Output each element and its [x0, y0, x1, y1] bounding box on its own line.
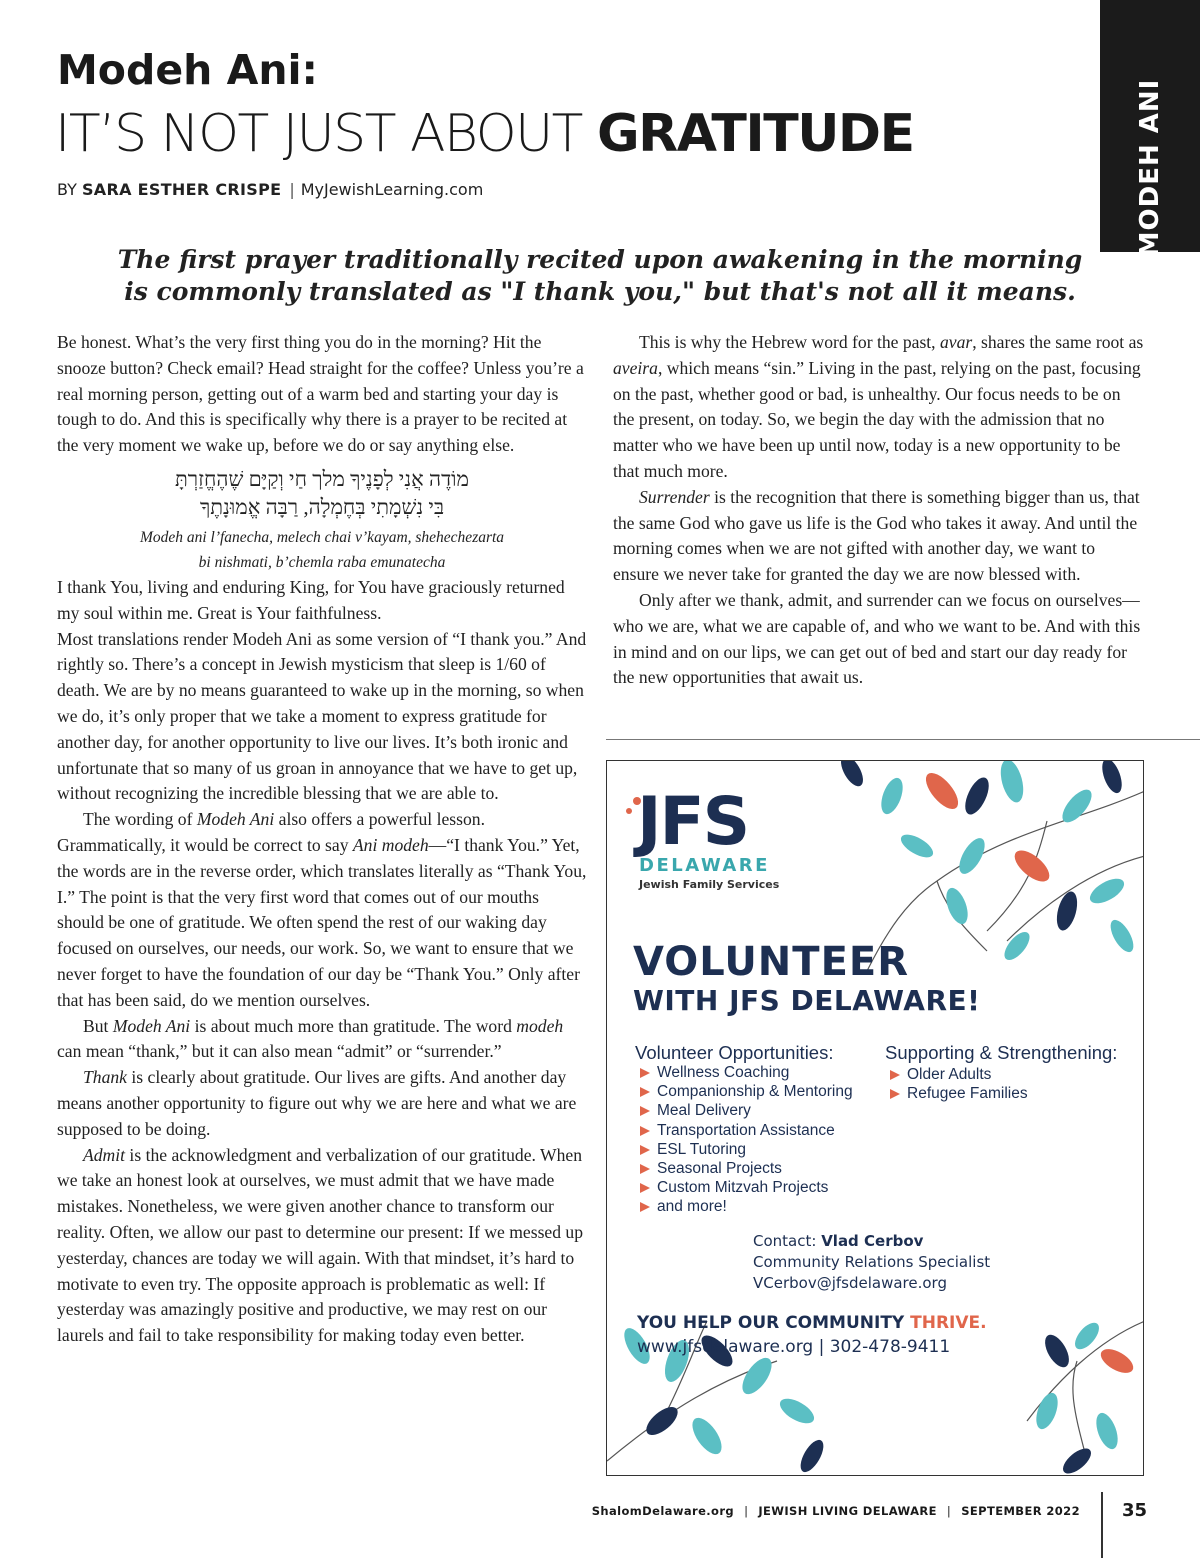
deck-line-1: The first prayer traditionally recited upon awakening in the morning [117, 245, 1083, 274]
headline-bold: GRATITUDE [596, 104, 914, 164]
byline-divider: | [289, 180, 295, 199]
list-item: Custom Mitzvah Projects [637, 1178, 853, 1197]
right-column [613, 330, 1145, 691]
article-kicker: Modeh Ani: [57, 46, 318, 94]
jfs-advertisement [606, 760, 1144, 1476]
translit-line-1: Modeh ani l’fanecha, melech chai v’kayam, shehechezarta [139, 528, 505, 546]
left-column [57, 330, 587, 1349]
article-deck [80, 244, 1120, 308]
footer-issue: SEPTEMBER 2022 [961, 1504, 1080, 1518]
byline-source: MyJewishLearning.com [300, 180, 484, 199]
paragraph: This is why the Hebrew word for the past, avar, shares the same root as aveira, which means “sin.” Living in the past, relying on the past, focusing on the past, whether good or bad, is unhealthy. Our focus needs to be on the present, on today. So, we begin the day with the admission that no matter who we have been up until now, today is a new opportunity to be that much more. [613, 332, 1144, 481]
paragraph: Be honest. What’s the very first thing you do in the morning? Hit the snooze button? Check email? Head straight for the coffee? Unless you’re a real morning person, getting out of a warm bed and starting your day is tough to do. And this is specifically why there is a prayer to be recited at the very moment we wake up, before we do or say anything else. [57, 332, 584, 456]
paragraph: Thank is clearly about gratitude. Our lives are gifts. And another day means another opportunity to figure out why we are here and what we are supposed to be doing. [57, 1067, 577, 1139]
paragraph: Surrender is the recognition that there is something bigger than us, that the same God who gave us life is the God who takes it away. And until the morning comes when we are not gifted with another day, we want to ensure we never take for granted the day we are now blessed with. [613, 486, 1140, 585]
ad-tagline: YOU HELP OUR COMMUNITY THRIVE. [637, 1313, 987, 1333]
logo-subtitle: DELAWARE [639, 855, 770, 876]
byline-prefix: BY [57, 180, 82, 199]
column-divider-rule [606, 739, 1200, 740]
hebrew-line-1: מוֹדֶה אֲנִי לְפָנֶיךָ מלך חַי וְקַיָּם שֶׁהֶחֱזַרְתָּ [174, 466, 469, 491]
paragraph: Most translations render Modeh Ani as some version of “I thank you.” And rightly so. There’s a concept in Jewish mysticism that sleep is 1/60 of death. We are by no means guaranteed to wake up in the morning, so when we do, it’s only proper that we take a moment to express gratitude for another day, for another opportunity to live our lives. It’s both ironic and unfortunate that so many of us groan in annoyance that we have to get up, without recognizing the incredible blessing that we are able to. [57, 628, 587, 804]
paragraph: Admit is the acknowledgment and verbalization of our gratitude. When we take an honest look at ourselves, we must admit that we have made mistakes. Nonetheless, we were given another chance to transform our reality. Often, we allow our past to determine our present: If we messed up yesterday, chances are today we will again. With that mindset, it’s hard to motivate to even try. The opposite approach is problematic as well: If yesterday was amazingly positive and productive, we may rest on our laurels and fail to take responsibility for making today even better. [57, 1144, 584, 1346]
list-item: Seasonal Projects [637, 1159, 853, 1178]
jfs-logo [627, 783, 797, 891]
ad-website-phone: www.jfsdelaware.org | 302-478-9411 [637, 1337, 951, 1357]
ad-subheadline: WITH JFS DELAWARE! [633, 984, 981, 1017]
volunteer-list [637, 1063, 853, 1217]
page-number: 35 [1122, 1500, 1148, 1521]
footer-divider: | [744, 1504, 749, 1518]
logo-tagline: Jewish Family Services [639, 878, 780, 891]
byline [57, 180, 483, 199]
hebrew-prayer [57, 465, 587, 521]
paragraph: The wording of Modeh Ani also offers a powerful lesson. Grammatically, it would be correct to say Ani modeh—“I thank You.” Yet, the words are in the reverse order, which translates literally as “Thank You, I.” The point is that the very first word that comes out of our mouths should be one of gratitude. We often spend the rest of our waking day focused on ourselves, our needs, our work. So, we want to ensure that we never forget to have the foundation of our day be “Thank You.” Only after that has been said, do we mention ourselves. [57, 809, 587, 1010]
contact-block [753, 1231, 990, 1294]
paragraph: But Modeh Ani is about much more than gratitude. The word modeh can mean “thank,” but it can also mean “admit” or “surrender.” [57, 1015, 564, 1062]
transliteration [57, 525, 587, 575]
translit-line-2: bi nishmati, b’chemla raba emunatecha [198, 553, 446, 571]
article-headline [55, 104, 914, 164]
list-item: Wellness Coaching [637, 1063, 853, 1082]
ad-headline: VOLUNTEER [633, 939, 910, 985]
logo-wordmark: JFS [637, 783, 749, 860]
list-item: Transportation Assistance [637, 1121, 853, 1140]
footer-publication: JEWISH LIVING DELAWARE [758, 1504, 937, 1518]
list-item: Refugee Families [887, 1084, 1028, 1103]
list-item: Meal Delivery [637, 1101, 853, 1120]
contact-email: VCerbov@jfsdelaware.org [753, 1274, 947, 1292]
deck-line-2: is commonly translated as "I thank you," but that's not all it means. [124, 277, 1076, 306]
hebrew-line-2: בִּי נִשְׁמָתִי בְּחֶמְלָה, רַבָּה אֱמוּנָתֶךָ [199, 494, 445, 519]
support-list [887, 1065, 1028, 1103]
headline-light: IT’S NOT JUST ABOUT [55, 104, 597, 164]
contact-label: Contact: [753, 1232, 822, 1250]
section-tab [1100, 0, 1200, 258]
contact-name: Vlad Cerbov [821, 1232, 924, 1250]
page-footer [587, 1504, 1080, 1518]
list-item: ESL Tutoring [637, 1140, 853, 1159]
list-item: Companionship & Mentoring [637, 1082, 853, 1101]
footer-rule [1101, 1492, 1103, 1558]
list-item: Older Adults [887, 1065, 1028, 1084]
author-name: SARA ESTHER CRISPE [81, 180, 282, 199]
translation: I thank You, living and enduring King, for You have graciously returned my soul within me. Great is Your faithfulness. [57, 576, 565, 623]
volunteer-list-title: Volunteer Opportunities: [635, 1042, 834, 1063]
footer-divider: | [946, 1504, 952, 1518]
contact-role: Community Relations Specialist [753, 1253, 991, 1271]
paragraph: Only after we thank, admit, and surrender can we focus on ourselves—who we are, what we are capable of, and who we want to be. And with this in mind and on our lips, we can get out of bed and start our day ready for the new opportunities that await us. [613, 589, 1141, 688]
footer-site: ShalomDelaware.org [591, 1504, 735, 1518]
section-tab-label: MODEH ANI [1135, 78, 1165, 258]
support-list-title: Supporting & Strengthening: [885, 1042, 1118, 1063]
list-item: and more! [637, 1197, 853, 1216]
